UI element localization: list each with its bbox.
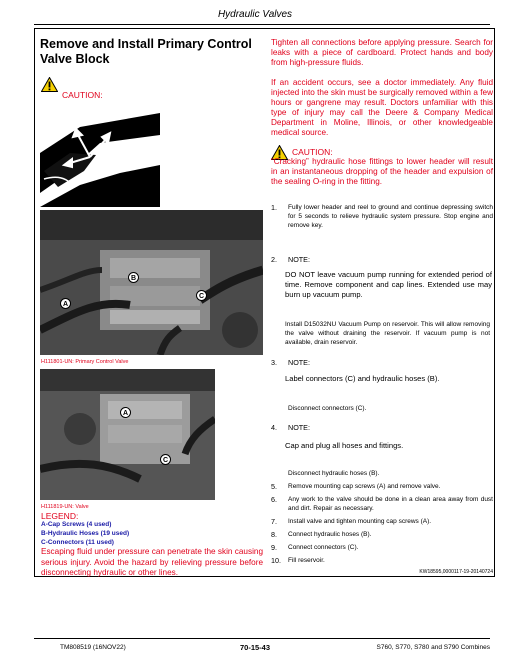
legend-item-c: C-Connectors (11 used) — [41, 539, 114, 546]
step-text: Disconnect hydraulic hoses (B). — [288, 470, 380, 477]
hand-spray-warning-icon — [40, 113, 160, 207]
step-text: Install valve and tighten mounting cap screws (A). — [288, 518, 432, 525]
caution-paragraph-2: If an accident occurs, see a doctor immediately. Any fluid injected into the skin must be surgically removed within a few hours or gangrene may result. Doctors unfamiliar with this type of injury may call the Deere & Company Medical Department in Moline, Illinois, or other knowledgeable medical source. — [271, 78, 493, 137]
note-text: Cap and plug all hoses and fittings. — [285, 441, 404, 450]
document-reference: KW18595,0000117-19-20140724 — [419, 569, 493, 575]
photo1-caption: H111801-UN: Primary Control Valve — [41, 359, 129, 365]
step-number: 4. — [271, 423, 277, 432]
step-number: 7. — [271, 517, 277, 526]
caution-triangle-icon — [41, 77, 58, 92]
step-number: 6. — [271, 495, 277, 504]
valve-photo — [40, 369, 215, 500]
step-number: 3. — [271, 358, 277, 367]
legend-item-a: A-Cap Screws (4 used) — [41, 521, 112, 528]
step-number: 8. — [271, 530, 277, 539]
step-number: 1. — [271, 203, 277, 212]
step-text: Fully lower header and reel to ground and continue depressing switch for 5 seconds to relieve hydraulic system pressure. Stop engine and remove key. — [288, 204, 493, 229]
legend-title: LEGEND: — [41, 511, 79, 521]
step-text: Disconnect connectors (C). — [288, 405, 367, 412]
note-label: NOTE: — [288, 255, 310, 264]
header-divider — [34, 24, 490, 25]
legend-item-b: B-Hydraulic Hoses (19 used) — [41, 530, 130, 537]
callout-a: A — [60, 298, 71, 309]
step-text: Connect connectors (C). — [288, 544, 359, 551]
step-text: Connect hydraulic hoses (B). — [288, 531, 372, 538]
section-title: Remove and Install Primary Control Valve Block — [40, 37, 252, 66]
callout-c: C — [196, 290, 207, 301]
note-text: Label connectors (C) and hydraulic hoses (B). — [285, 374, 440, 383]
caution-paragraph-3: “Cracking” hydraulic hose fittings to lower header will result in an instantaneous dropping of the header and expulsion of the sealing O-ring in the fitting. — [271, 157, 493, 186]
primary-control-valve-photo — [40, 210, 263, 355]
page-header-title: Hydraulic Valves — [217, 9, 293, 20]
callout-b: B — [128, 272, 139, 283]
footer-doc-id: TM808519 (16NOV22) — [60, 644, 126, 651]
note-text: DO NOT leave vacuum pump running for extended period of time. Remove component and cap lines. Extended use may burn up vacuum pump. — [285, 270, 492, 299]
step-text: Any work to the valve should be done in a clean area away from dust and dirt. Repair as necessary. — [288, 496, 493, 512]
note-label: NOTE: — [288, 423, 310, 432]
step-number: 5. — [271, 482, 277, 491]
page-number: 70-15-43 — [239, 643, 271, 652]
footer-model-list: S760, S770, S780 and S790 Combines — [376, 644, 490, 651]
caution-label-2: CAUTION: — [292, 147, 333, 157]
callout-a: A — [120, 407, 131, 418]
caution-paragraph-1: Tighten all connections before applying pressure. Search for leaks with a piece of cardboard. Protect hands and body from high-pressure fluids. — [271, 38, 493, 67]
step-text: Remove mounting cap screws (A) and remove valve. — [288, 483, 441, 490]
note-label: NOTE: — [288, 358, 310, 367]
photo2-caption: H111819-UN: Valve — [41, 504, 89, 510]
step-number: 10. — [271, 556, 281, 565]
step-text: Install D15032NU Vacuum Pump on reservoir. This will allow removing the valve without draining the reservoir. If vacuum pump is not available, drain reservoir. — [285, 321, 490, 346]
footer-divider — [34, 638, 490, 639]
step-number: 9. — [271, 543, 277, 552]
callout-c: C — [160, 454, 171, 465]
caution-label: CAUTION: — [62, 90, 103, 100]
step-number: 2. — [271, 255, 277, 264]
step-text: Fill reservoir. — [288, 557, 325, 564]
pressure-warning-text: Escaping fluid under pressure can penetrate the skin causing serious injury. Avoid the hazard by relieving pressure before disconnecting hydraulic or other lines. — [41, 547, 263, 577]
